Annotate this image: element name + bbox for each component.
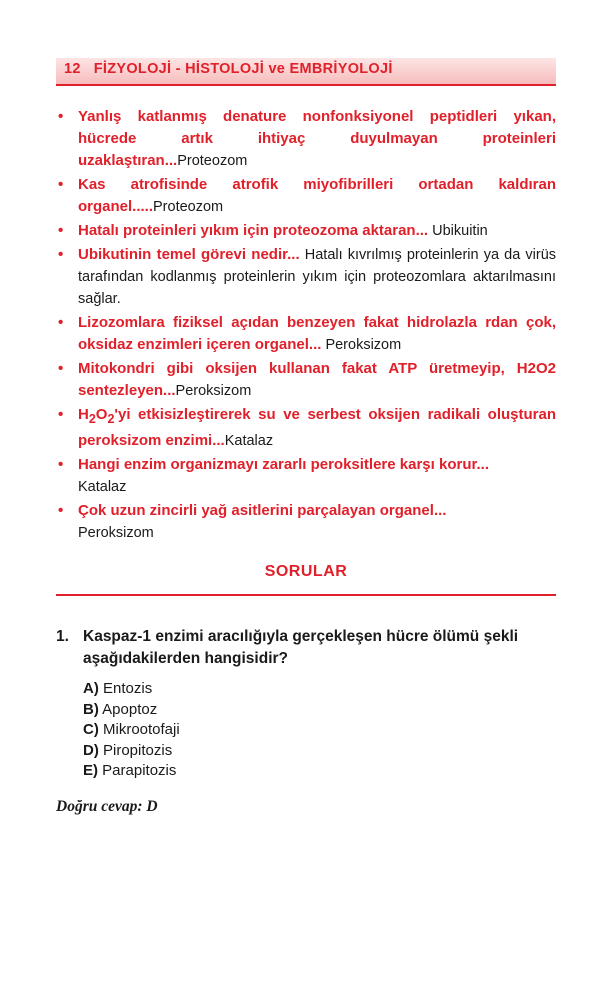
bullet-dot-icon: • (58, 222, 64, 239)
option-list (83, 679, 180, 782)
option-text: Entozis (103, 680, 153, 697)
list-item (56, 312, 556, 356)
question-text: Kaspaz-1 enzimi aracılığıyla gerçekleşen hücre ölümü şekli aşağıdakilerden hangisidir? (83, 628, 519, 667)
bullet-answer: Katalaz (224, 433, 274, 449)
formula-sub-1: 2 (88, 412, 96, 426)
question-block (56, 626, 556, 670)
bullet-dot-icon: • (58, 502, 64, 519)
option-b (83, 700, 180, 721)
option-e (83, 761, 180, 782)
bullet-dot-icon: • (58, 246, 64, 263)
formula-sub-2: 2 (107, 412, 115, 426)
bullet-answer: Peroksizom (175, 383, 252, 399)
list-item (56, 244, 556, 310)
option-text: Mikrootofaji (103, 721, 180, 738)
list-item (56, 358, 556, 402)
option-letter: E) (83, 762, 98, 779)
option-a (83, 679, 180, 700)
correct-answer: Doğru cevap: D (56, 798, 158, 815)
question-number: 1. (56, 628, 69, 645)
bullet-question: Lizozomlara fiziksel açıdan benzeyen fakat hidrolazla rdan çok, oksidaz enzimleri içeren organel... (78, 314, 556, 353)
bullet-question: Çok uzun zincirli yağ asitlerini parçalayan organel... (78, 502, 447, 519)
option-c (83, 720, 180, 741)
bullet-question: Hangi enzim organizmayı zararlı peroksitlere karşı korur... (78, 456, 489, 473)
list-item (56, 220, 556, 242)
option-text: Apoptoz (102, 700, 158, 718)
formula-o: O (95, 406, 108, 423)
section-title: SORULAR (264, 563, 348, 580)
bullet-answer: Katalaz (78, 479, 127, 495)
bullet-dot-icon: • (58, 360, 64, 377)
option-letter: C) (83, 721, 99, 738)
bullet-question: Hatalı proteinleri yıkım için proteozoma aktaran... (78, 222, 429, 239)
bullet-answer: Ubikuitin (428, 223, 488, 239)
bullet-list (56, 106, 556, 546)
bullet-answer: Hatalı kıvrılmış proteinlerin ya da virüs tarafından kodlanmış proteinlerin yıkım için proteozomlara aktarılmasını sağlar. (78, 247, 557, 307)
option-letter: A) (83, 680, 99, 697)
page-number: 12 (64, 61, 81, 77)
option-text: Parapitozis (102, 762, 177, 779)
list-item (56, 454, 556, 498)
bullet-answer: Peroksizom (321, 337, 402, 353)
page-header (56, 58, 556, 86)
formula-h: H (78, 406, 89, 423)
bullet-answer: Peroksizom (78, 525, 154, 541)
option-letter: B) (83, 700, 99, 718)
option-letter: D) (83, 741, 99, 759)
bullet-dot-icon: • (58, 176, 64, 193)
bullet-dot-icon: • (58, 108, 64, 125)
bullet-question: Kas atrofisinde atrofik miyofibrilleri ortadan kaldıran organel..... (78, 176, 556, 215)
section-divider (56, 594, 556, 596)
list-item (56, 404, 556, 452)
bullet-dot-icon: • (58, 456, 64, 473)
bullet-question: Ubikutinin temel görevi nedir... (78, 246, 300, 263)
list-item (56, 174, 556, 218)
header-title: FİZYOLOJİ - HİSTOLOJİ ve EMBRİYOLOJİ (93, 61, 393, 77)
bullet-dot-icon: • (58, 406, 64, 423)
bullet-question: Mitokondri gibi oksijen kullanan fakat ATP üretmeyip, H2O2 sentezleyen... (78, 360, 556, 399)
bullet-dot-icon: • (58, 314, 64, 331)
list-item (56, 106, 556, 172)
option-d (83, 741, 180, 762)
bullet-question (78, 406, 556, 449)
bullet-question-text: 'yi etkisizleştirerek su ve serbest oksijen radikali oluşturan peroksizom enzimi... (78, 406, 556, 449)
bullet-question: Yanlış katlanmış denature nonfonksiyonel peptidleri yıkan, hücrede artık ihtiyaç duyulmayan proteinleri uzaklaştıran... (78, 108, 556, 169)
list-item (56, 500, 556, 544)
bullet-answer: Proteozom (153, 199, 224, 215)
header-text (64, 61, 393, 77)
bullet-answer: Proteozom (177, 153, 248, 169)
option-text: Piropitozis (103, 741, 173, 759)
